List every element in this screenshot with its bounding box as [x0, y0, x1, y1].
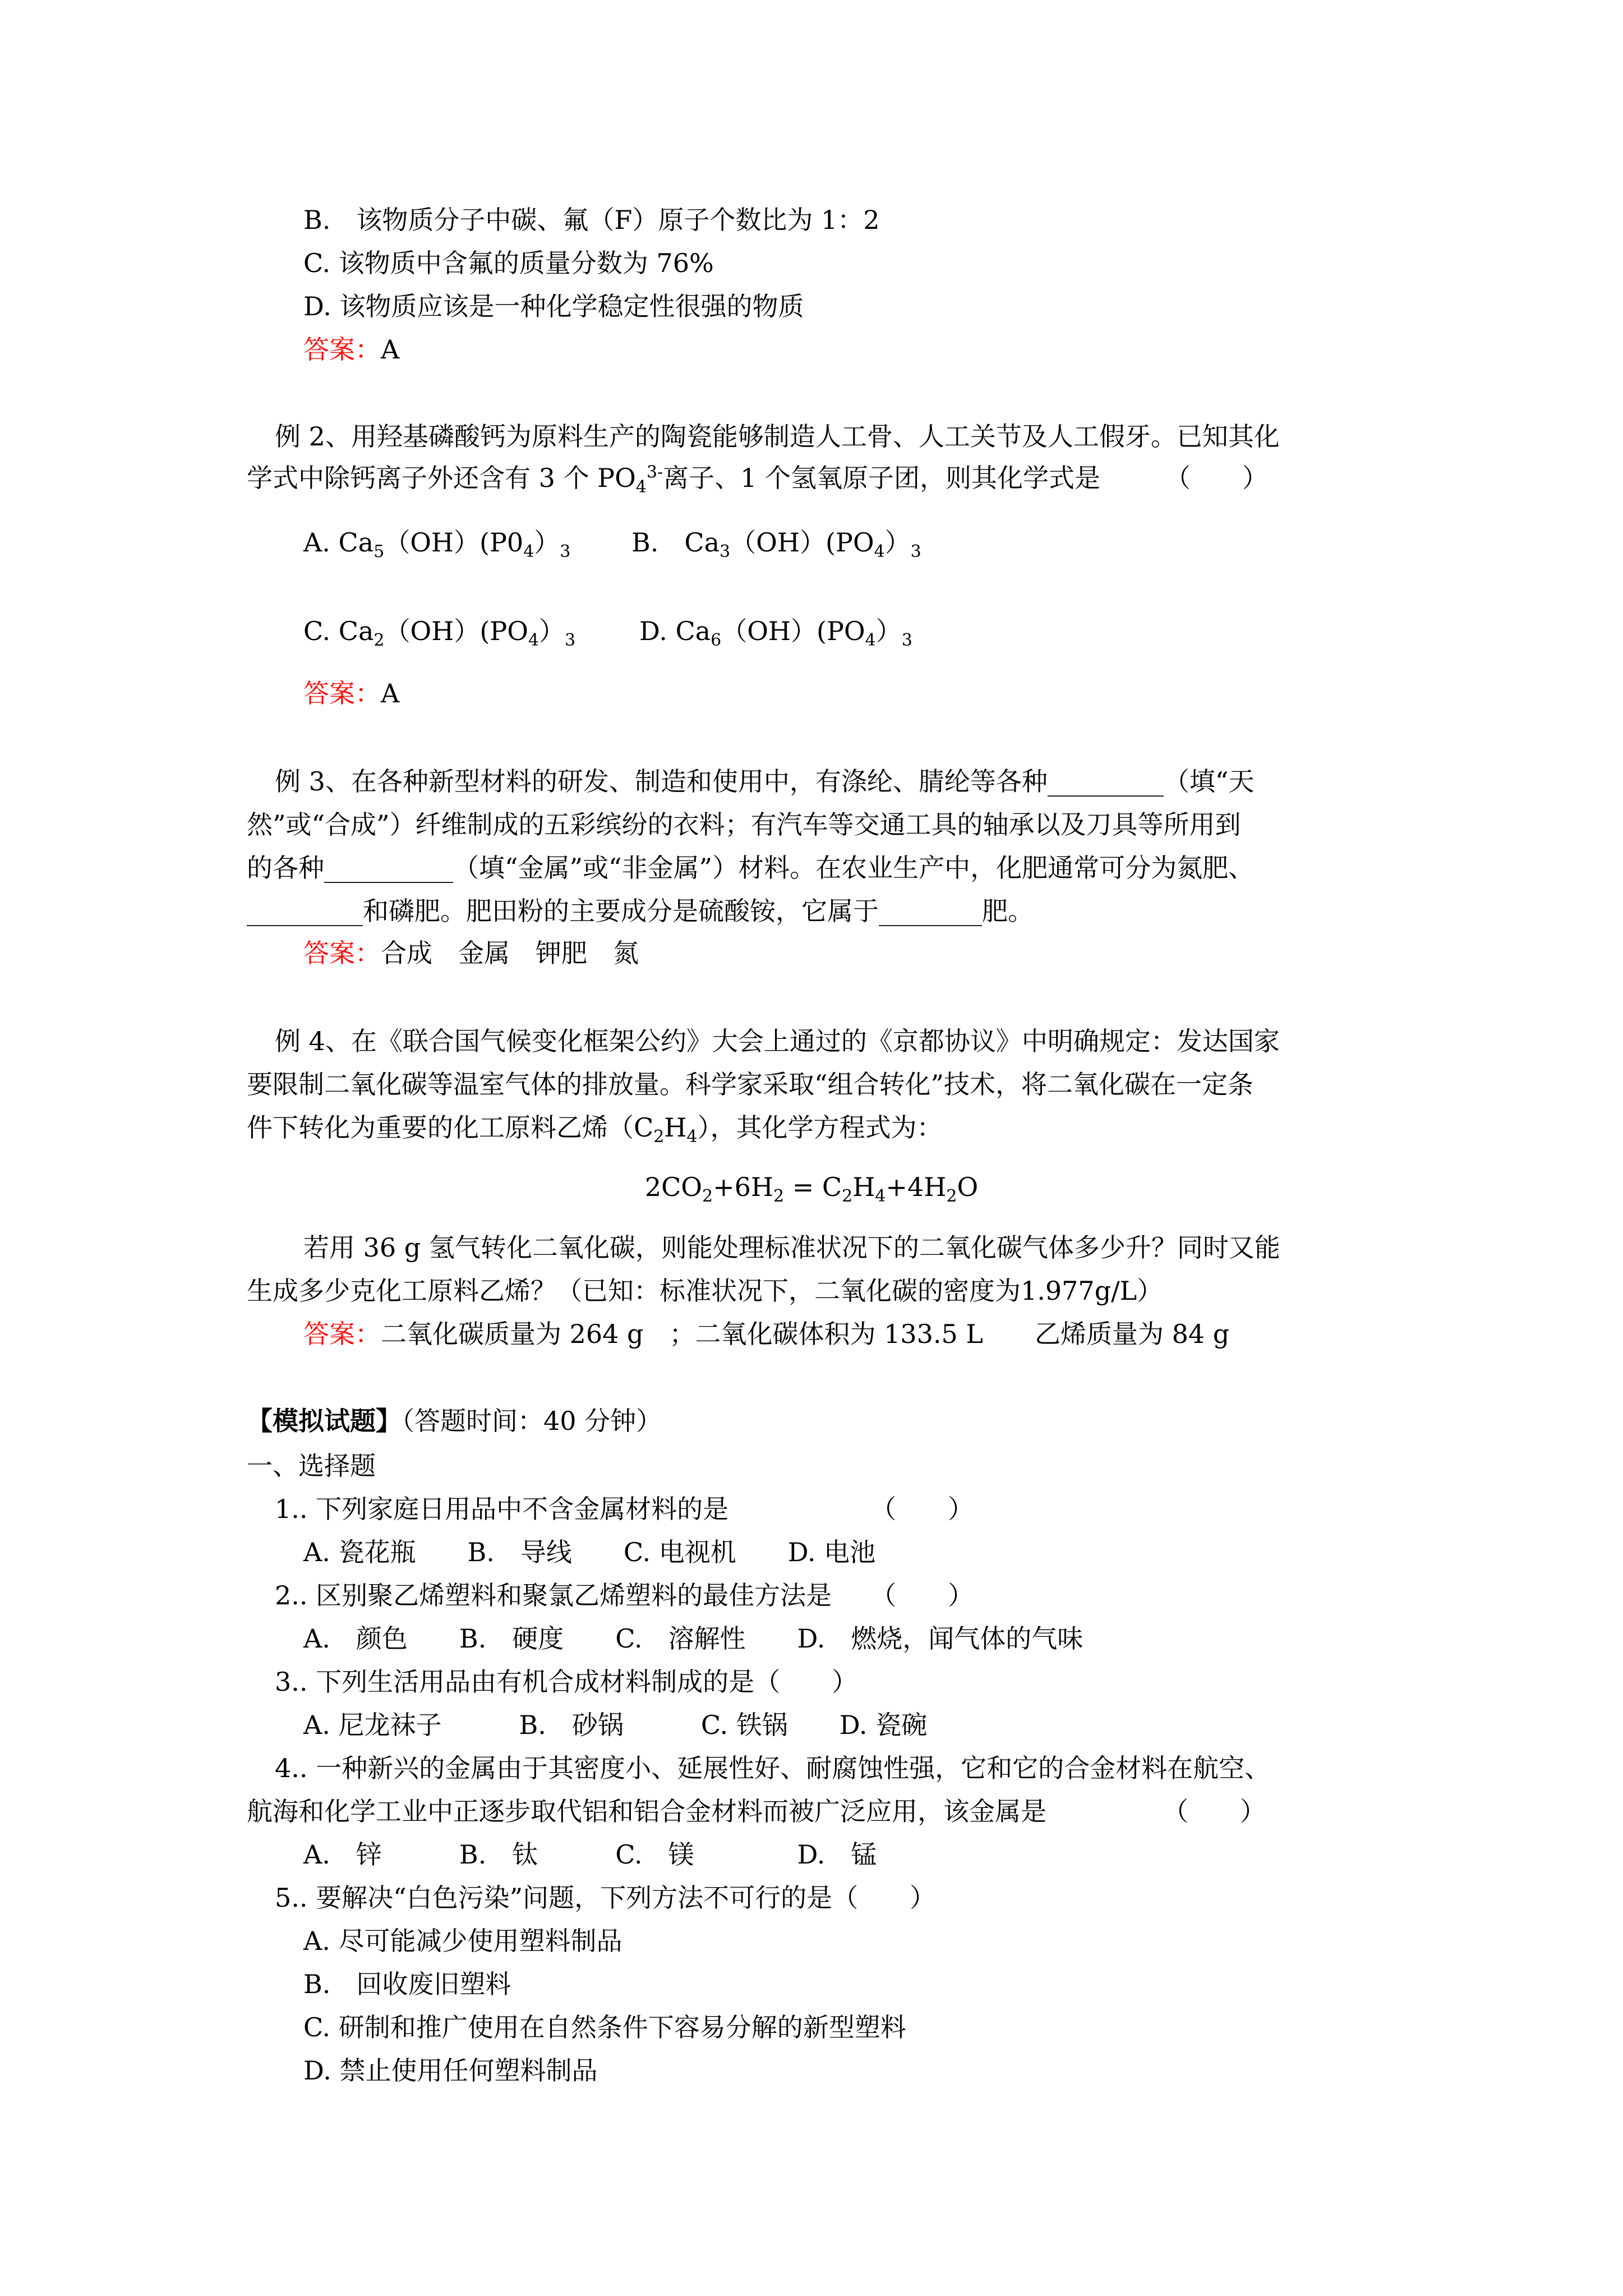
question-4-line-1: 4.. 一种新兴的金属由于其密度小、延展性好、耐腐蚀性强，它和它的合金材料在航空、 — [275, 1753, 1271, 1783]
ex3-answer — [303, 936, 639, 970]
subscript: 3 — [910, 542, 921, 562]
eq-part: 2CO — [644, 1172, 702, 1202]
ex4-equation — [0, 1170, 1623, 1207]
ex2-option-b — [631, 526, 921, 562]
question-3-options: A. 尼龙袜子 B. 砂锅 C. 铁锅 D. 瓷碗 — [303, 1710, 928, 1740]
ex2-line-2-tail: 离子、1 个氢氧原子团，则其化学式是 （ ） — [663, 463, 1269, 493]
answer-value: A — [381, 334, 400, 365]
sim-heading — [247, 1404, 662, 1438]
formula-part: ） — [539, 616, 565, 646]
subscript: 4 — [528, 631, 540, 651]
top-option-b: B. 该物质分子中碳、氟（F）原子个数比为 1：2 — [303, 205, 880, 235]
ex4-question-1: 若用 36 g 氢气转化二氧化碳，则能处理标准状况下的二氧化碳气体多少升？同时又能 — [303, 1232, 1280, 1263]
eq-part: H — [852, 1172, 875, 1202]
ex4-question-2: 生成多少克化工原料乙烯？（已知：标准状况下，二氧化碳的密度为1.977g/L） — [247, 1276, 1163, 1306]
subscript: 3 — [565, 631, 576, 651]
formula-part: （OH）(PO — [721, 616, 865, 646]
top-option-c: C. 该物质中含氟的质量分数为 76% — [303, 248, 714, 278]
formula-part: （OH）(PO — [384, 616, 528, 646]
ex3-line-2: 然”或“合成”）纤维制成的五彩缤纷的衣料；有汽车等交通工具的轴承以及刀具等所用到 — [247, 809, 1241, 840]
superscript: 3- — [646, 462, 663, 482]
ex4-answer — [303, 1317, 1229, 1351]
question-5-option-c: C. 研制和推广使用在自然条件下容易分解的新型塑料 — [303, 2012, 906, 2042]
subscript: 4 — [875, 1186, 886, 1207]
formula-part: （OH）(PO — [730, 527, 874, 558]
text-part: ），其化学方程式为： — [697, 1112, 943, 1143]
question-1-options: A. 瓷花瓶 B. 导线 C. 电视机 D. 电池 — [303, 1537, 876, 1567]
question-5-option-b: B. 回收废旧塑料 — [303, 1969, 511, 1999]
question-5-option-d: D. 禁止使用任何塑料制品 — [303, 2055, 598, 2086]
question-2: 2.. 区别聚乙烯塑料和聚氯乙烯塑料的最佳方法是 （ ） — [275, 1580, 974, 1611]
question-2-options: A. 颜色 B. 硬度 C. 溶解性 D. 燃烧，闻气体的气味 — [303, 1623, 1083, 1654]
ex3-line-1: 例 3、在各种新型材料的研发、制造和使用中，有涤纶、腈纶等各种_________（填“天 — [275, 766, 1255, 797]
subscript: 2 — [653, 1127, 665, 1147]
text-part: 件下转化为重要的化工原料乙烯（C — [247, 1112, 654, 1143]
subscript: 3 — [560, 542, 571, 562]
text-part: H — [664, 1112, 687, 1143]
top-answer — [303, 333, 399, 366]
answer-label: 答案： — [303, 678, 381, 708]
subscript: 2 — [946, 1186, 957, 1207]
question-5: 5.. 要解决“白色污染”问题，下列方法不可行的是（ ） — [275, 1883, 936, 1913]
section-title: 一、选择题 — [247, 1451, 376, 1481]
answer-value: 二氧化碳质量为 264 g ；二氧化碳体积为 133.5 L 乙烯质量为 84 g — [381, 1319, 1230, 1349]
subscript: 2 — [773, 1186, 785, 1207]
formula-part: A. Ca — [303, 527, 374, 558]
subscript: 4 — [686, 1127, 698, 1147]
ex2-option-c — [303, 614, 576, 651]
eq-part: +4H — [886, 1172, 947, 1202]
ex4-line-1: 例 4、在《联合国气候变化框架公约》大会上通过的《京都协议》中明确规定：发达国家 — [275, 1026, 1280, 1056]
ex2-answer — [303, 677, 399, 710]
top-option-d: D. 该物质应该是一种化学稳定性很强的物质 — [303, 291, 804, 321]
answer-value: A — [381, 678, 400, 708]
ex2-line-1: 例 2、用羟基磷酸钙为原料生产的陶瓷能够制造人工骨、人工关节及人工假牙。已知其化 — [275, 421, 1280, 452]
question-4-line-2: 航海和化学工业中正逐步取代铝和铝合金材料而被广泛应用，该金属是 （ ） — [247, 1796, 1266, 1826]
subscript: 6 — [711, 631, 722, 651]
answer-value: 合成 金属 钾肥 氮 — [381, 938, 639, 968]
answer-label: 答案： — [303, 938, 381, 968]
subscript: 3 — [720, 542, 731, 562]
subscript: 3 — [901, 631, 912, 651]
formula-part: C. Ca — [303, 616, 374, 646]
answer-label: 答案： — [303, 334, 381, 365]
subscript: 2 — [374, 631, 385, 651]
formula-part: （OH）(P0 — [384, 527, 524, 558]
subscript: 5 — [374, 542, 385, 562]
ex3-line-3: 的各种__________（填“金属”或“非金属”）材料。在农业生产中，化肥通常可分为氮肥、 — [247, 853, 1255, 883]
eq-part: = C — [784, 1172, 842, 1202]
ex2-option-d — [639, 614, 912, 651]
ex4-line-3 — [247, 1111, 943, 1147]
ex2-line-2-text: 学式中除钙离子外还含有 3 个 PO — [247, 463, 636, 493]
subscript: 4 — [865, 631, 876, 651]
question-4-options: A. 锌 B. 钛 C. 镁 D. 锰 — [303, 1839, 877, 1870]
ex3-line-4: _________和磷肥。肥田粉的主要成分是硫酸铵，它属于________肥。 — [247, 896, 1034, 926]
formula-part: ） — [534, 527, 560, 558]
ex4-line-2: 要限制二氧化碳等温室气体的排放量。科学家采取“组合转化”技术，将二氧化碳在一定条 — [247, 1069, 1254, 1099]
ex2-option-a — [303, 526, 571, 562]
sim-title: 【模拟试题】 — [247, 1406, 402, 1436]
subscript: 2 — [842, 1186, 853, 1207]
formula-part: ） — [884, 527, 911, 558]
question-3: 3.. 下列生活用品由有机合成材料制成的是（ ） — [275, 1667, 858, 1697]
question-1: 1.. 下列家庭日用品中不含金属材料的是 （ ） — [275, 1494, 974, 1524]
answer-label: 答案： — [303, 1319, 381, 1349]
eq-part: +6H — [713, 1172, 774, 1202]
subscript: 4 — [523, 542, 534, 562]
eq-part: O — [957, 1172, 979, 1202]
subscript: 2 — [702, 1186, 713, 1207]
formula-part: D. Ca — [639, 616, 711, 646]
formula-part: ） — [875, 616, 902, 646]
formula-part: B. Ca — [631, 527, 720, 558]
subscript: 4 — [874, 542, 885, 562]
sim-subtitle: （答题时间：40 分钟） — [402, 1406, 662, 1436]
ex2-line-2 — [247, 461, 1269, 498]
question-5-option-a: A. 尽可能减少使用塑料制品 — [303, 1926, 623, 1956]
subscript: 4 — [635, 477, 647, 498]
